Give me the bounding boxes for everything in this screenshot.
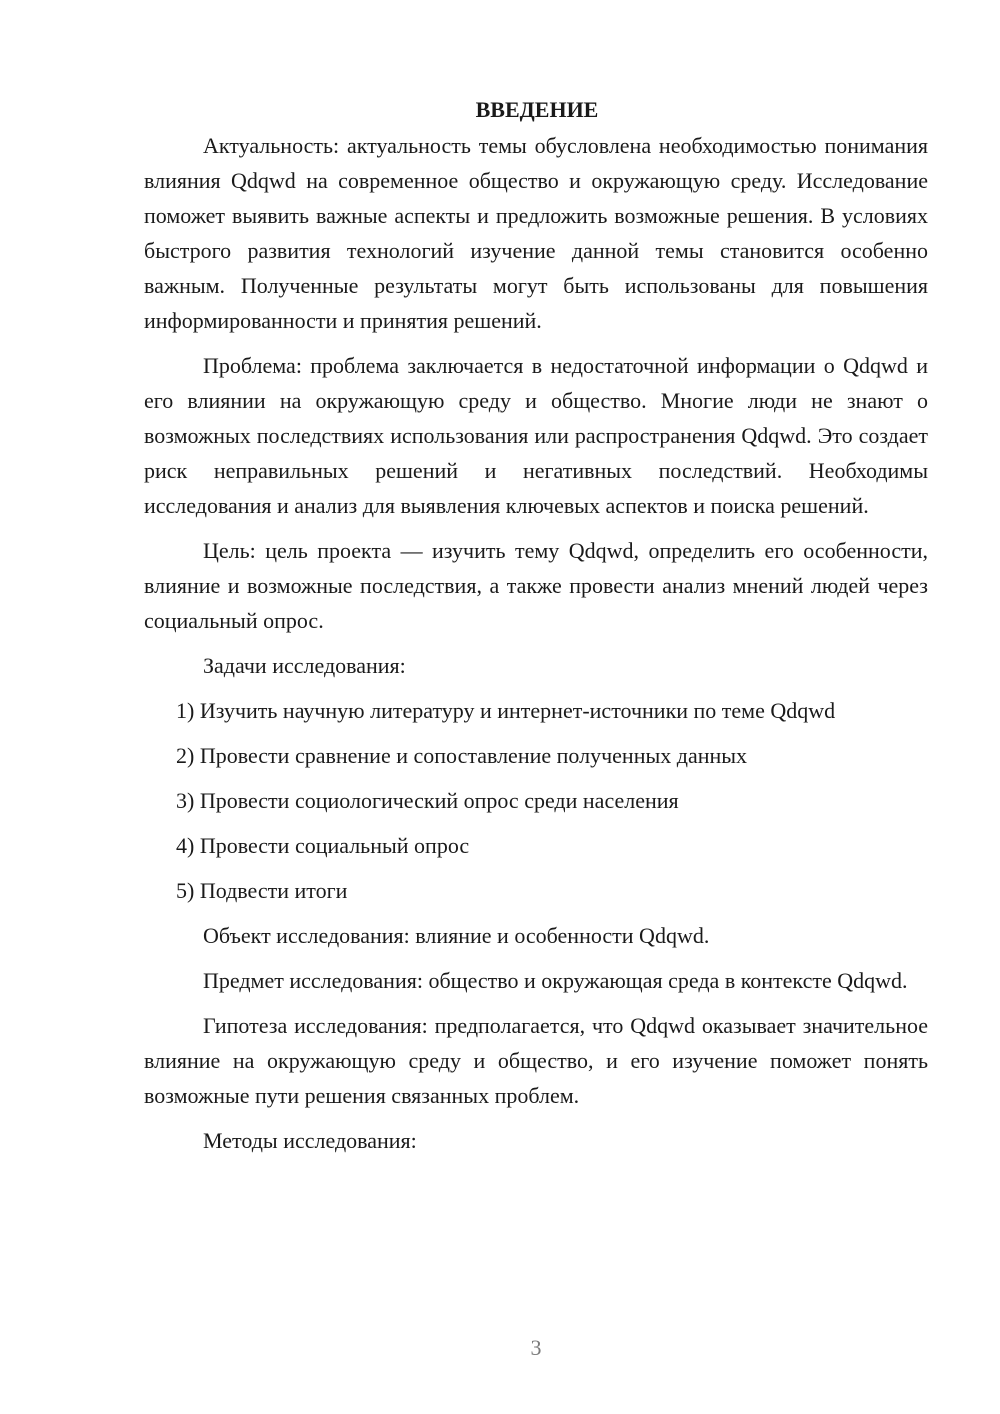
methods-heading: Методы исследования: (203, 1128, 417, 1153)
task-item: 2) Провести сравнение и сопоставление полученных данных (176, 743, 748, 768)
subject-paragraph: Предмет исследования: общество и окружающая среда в контексте Qdqwd. (203, 968, 908, 993)
hypothesis-paragraph: Гипотеза исследования: предполагается, что Qdqwd оказывает значительное влияние на окружающую среду и общество, и его изучение поможет понять возможные пути решения связанных проблем. (144, 1013, 928, 1108)
tasks-list (144, 693, 928, 908)
object-paragraph: Объект исследования: влияние и особенности Qdqwd. (203, 923, 710, 948)
task-item: 1) Изучить научную литературу и интернет-источники по теме Qdqwd (176, 698, 836, 723)
goal-paragraph: Цель: цель проекта — изучить тему Qdqwd, определить его особенности, влияние и возможные последствия, а также провести анализ мнений людей через социальный опрос. (144, 538, 928, 633)
task-item: 5) Подвести итоги (176, 878, 348, 903)
task-item: 4) Провести социальный опрос (176, 833, 470, 858)
task-item: 3) Провести социологический опрос среди населения (176, 788, 679, 813)
section-title: ВВЕДЕНИЕ (475, 97, 599, 122)
relevance-paragraph: Актуальность: актуальность темы обусловлена необходимостью понимания влияния Qdqwd на современное общество и окружающую среду. Исследование поможет выявить важные аспекты и предложить возможные решения. В условиях быстрого развития технологий изучение данной темы становится особенно важным. Полученные результаты могут быть использованы для повышения информированности и принятия решений. (144, 133, 928, 333)
page-number: 3 (530, 1335, 542, 1360)
page-content (144, 92, 928, 1168)
problem-paragraph: Проблема: проблема заключается в недостаточной информации о Qdqwd и его влиянии на окружающую среду и общество. Многие люди не знают о возможных последствиях использования или распространения Qdqwd. Это создает риск неправильных решений и негативных последствий. Необходимы исследования и анализ для выявления ключевых аспектов и поиска решений. (144, 353, 928, 518)
tasks-heading: Задачи исследования: (203, 653, 406, 678)
